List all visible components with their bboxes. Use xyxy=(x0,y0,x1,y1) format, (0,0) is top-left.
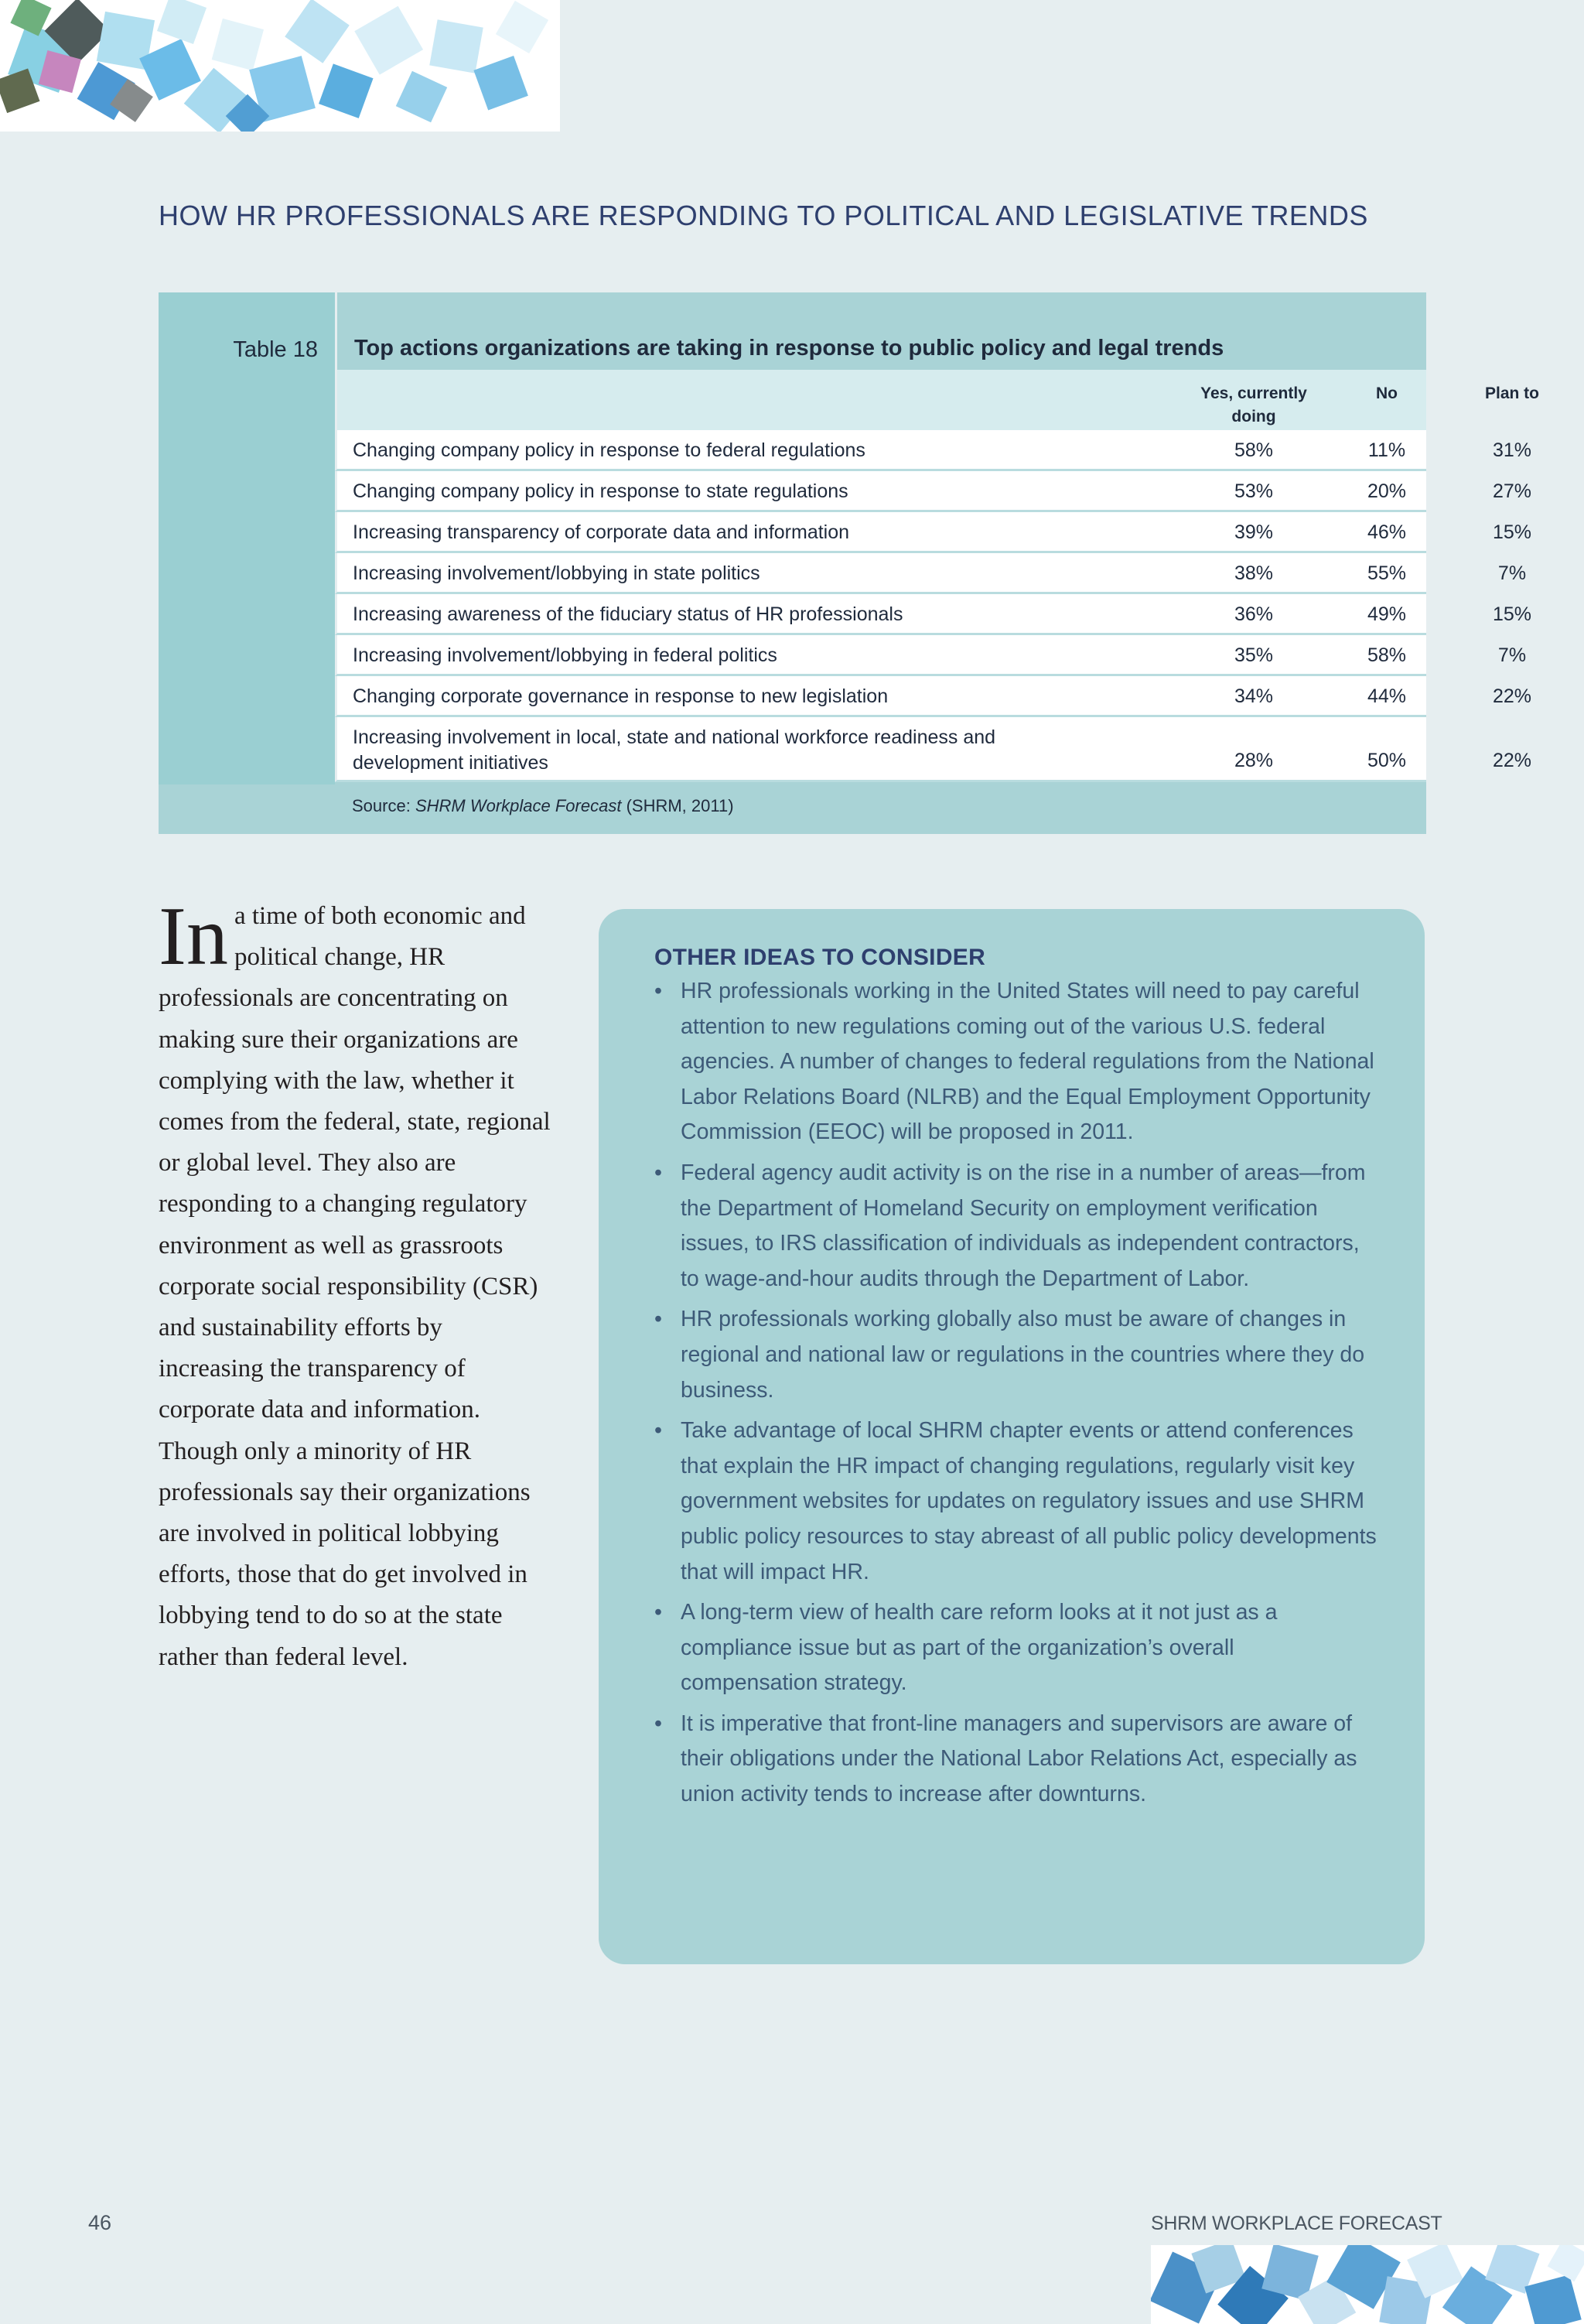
list-item-text: Federal agency audit activity is on the rise in a number of areas—from the Department of Homeland Security on employment verification issues, to IRS classification of individuals as independent contractors, to wage-and-hour audits through the Department of Labor. xyxy=(681,1160,1366,1291)
source-title: SHRM Workplace Forecast xyxy=(415,796,622,815)
table-number: Table 18 xyxy=(233,337,318,362)
bullet-icon: • xyxy=(654,1307,662,1332)
decorative-mosaic-top xyxy=(0,0,560,132)
list-item xyxy=(654,1413,1377,1590)
table-row xyxy=(335,635,1527,676)
cell-plan: 22% xyxy=(1492,750,1532,771)
intro-paragraph xyxy=(159,890,553,1678)
row-label: Changing company policy in response to state regulations xyxy=(353,480,848,502)
table-title: Top actions organizations are taking in response to public policy and legal trends xyxy=(335,292,1426,370)
row-label: Increasing awareness of the fiduciary status of HR professionals xyxy=(353,603,903,625)
list-item xyxy=(654,974,1377,1150)
cell-yes: 38% xyxy=(1234,562,1274,584)
table-row xyxy=(335,512,1532,553)
data-table xyxy=(159,292,1539,834)
cell-no: 50% xyxy=(1367,750,1407,771)
cell-no: 46% xyxy=(1367,521,1407,543)
column-header-no: No xyxy=(1376,384,1398,402)
bullet-icon: • xyxy=(654,1160,662,1185)
cell-plan: 31% xyxy=(1492,439,1532,461)
cell-plan: 7% xyxy=(1497,562,1527,584)
list-item xyxy=(654,1156,1377,1297)
bullet-icon: • xyxy=(654,979,662,1003)
table-row xyxy=(335,553,1527,594)
row-label: Increasing transparency of corporate data and information xyxy=(353,521,850,543)
table-label-column xyxy=(159,292,335,784)
publication-footer: SHRM WORKPLACE FORECAST xyxy=(1151,2213,1442,2234)
row-label: Increasing involvement in local, state and national workforce readiness and development initiatives xyxy=(353,726,996,774)
cell-plan: 27% xyxy=(1492,480,1532,502)
cell-plan: 22% xyxy=(1492,685,1532,707)
list-item xyxy=(654,1595,1377,1701)
list-item-text: Take advantage of local SHRM chapter events or attend conferences that explain the HR impact of changing regulations, regularly visit key government websites for updates on regulatory issues and use SHRM public policy resources to stay abreast of all public policy developments that will impact HR. xyxy=(681,1418,1377,1584)
cell-plan: 15% xyxy=(1492,603,1532,625)
bullet-icon: • xyxy=(654,1418,662,1444)
table-row xyxy=(335,471,1532,512)
row-label: Changing corporate governance in response to new legislation xyxy=(353,685,889,707)
bullet-icon: • xyxy=(654,1711,662,1736)
cell-yes: 53% xyxy=(1234,480,1274,502)
cell-yes: 28% xyxy=(1234,750,1274,771)
cell-no: 55% xyxy=(1367,562,1407,584)
cell-no: 20% xyxy=(1367,480,1407,502)
list-item-text: HR professionals working globally also must be aware of changes in regional and national law or regulations in the countries where they do business. xyxy=(681,1307,1365,1403)
list-item xyxy=(654,1302,1377,1408)
intro-text: a time of both economic and political change, HR professionals are concentrating on making sure their organizations are complying with the law, whether it comes from the federal, state, regional or global level. They also are responding to a changing regulatory environment as well as grassroots corporate social responsibility (CSR) and sustainability efforts by increasing the transparency of corporate data and information. Though only a minority of HR professionals say their organizations are involved in political lobbying efforts, those that do get involved in lobbying tend to do so at the state rather than federal level. xyxy=(159,902,551,1671)
page-number: 46 xyxy=(88,2211,112,2234)
list-item xyxy=(654,1707,1377,1813)
table-row xyxy=(335,430,1532,471)
row-label: Increasing involvement/lobbying in state politics xyxy=(353,562,760,584)
cell-yes: 58% xyxy=(1234,439,1274,461)
decorative-mosaic-bottom xyxy=(1151,2245,1584,2324)
ideas-callout xyxy=(599,909,1425,1964)
ideas-list xyxy=(654,974,1377,1813)
bullet-icon: • xyxy=(654,1600,662,1625)
cell-yes: 34% xyxy=(1234,685,1274,707)
table-source xyxy=(335,782,1426,830)
list-item-text: It is imperative that front-line managers and supervisors are aware of their obligations under the National Labor Relations Act, especially as union activity tends to increase after downturns. xyxy=(681,1711,1357,1807)
column-header-yes: Yes, currently doing xyxy=(1200,384,1307,425)
callout-title: OTHER IDEAS TO CONSIDER xyxy=(654,945,986,970)
table-row xyxy=(335,676,1532,717)
source-suffix: (SHRM, 2011) xyxy=(621,796,734,815)
drop-cap: In xyxy=(159,890,228,983)
list-item-text: HR professionals working in the United States will need to pay careful attention to new regulations coming out of the various U.S. federal agencies. A number of changes to federal regulations from the National Labor Relations Board (NLRB) and the Equal Employment Opportunity Commission (EEOC) will be proposed in 2011. xyxy=(681,979,1374,1145)
source-prefix: Source: xyxy=(352,796,415,815)
cell-no: 44% xyxy=(1367,685,1407,707)
table-body xyxy=(335,292,1539,830)
cell-no: 11% xyxy=(1367,439,1406,461)
table-header-row xyxy=(335,370,1539,430)
table-row xyxy=(335,717,1532,782)
section-heading: HOW HR PROFESSIONALS ARE RESPONDING TO POLITICAL AND LEGISLATIVE TRENDS xyxy=(159,200,1368,231)
row-label: Changing company policy in response to federal regulations xyxy=(353,439,865,461)
cell-yes: 35% xyxy=(1234,644,1274,666)
cell-no: 49% xyxy=(1367,603,1407,625)
cell-yes: 39% xyxy=(1234,521,1274,543)
column-header-plan: Plan to xyxy=(1484,384,1539,402)
cell-plan: 7% xyxy=(1497,644,1527,666)
table-row xyxy=(335,594,1532,635)
list-item-text: A long-term view of health care reform looks at it not just as a compliance issue but as part of the organization’s overall compensation strategy. xyxy=(681,1600,1278,1696)
cell-plan: 15% xyxy=(1492,521,1532,543)
cell-yes: 36% xyxy=(1234,603,1274,625)
row-label: Increasing involvement/lobbying in federal politics xyxy=(353,644,777,666)
cell-no: 58% xyxy=(1367,644,1407,666)
